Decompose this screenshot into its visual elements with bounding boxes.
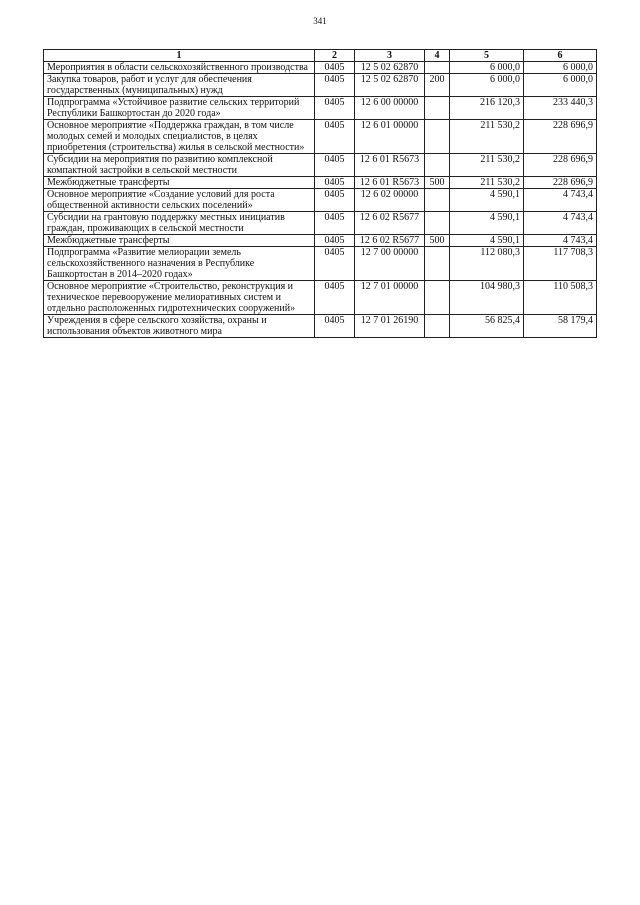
header-cell: 1 <box>44 50 315 62</box>
header-cell: 5 <box>450 50 524 62</box>
row-value-1: 6 000,0 <box>450 74 524 97</box>
row-name: Мероприятия в области сельскохозяйственного производства <box>44 62 315 74</box>
row-section: 0405 <box>315 189 355 212</box>
table-row <box>44 281 597 315</box>
row-type <box>425 212 450 235</box>
row-value-2: 4 743,4 <box>524 235 597 247</box>
table-row <box>44 62 597 74</box>
row-value-1: 56 825,4 <box>450 315 524 338</box>
row-name: Субсидии на грантовую поддержку местных инициатив граждан, проживающих в сельской местности <box>44 212 315 235</box>
row-name: Основное мероприятие «Строительство, реконструкция и техническое перевооружение мелиоративных систем и отдельно расположенных гидротехнических сооружений» <box>44 281 315 315</box>
row-section: 0405 <box>315 62 355 74</box>
table-row <box>44 154 597 177</box>
budget-table <box>43 49 597 338</box>
header-cell: 2 <box>315 50 355 62</box>
row-value-2: 228 696,9 <box>524 120 597 154</box>
row-name: Подпрограмма «Развитие мелиорации земель сельскохозяйственного назначения в Республике Башкортостан в 2014–2020 годах» <box>44 247 315 281</box>
row-name: Учреждения в сфере сельского хозяйства, охраны и использования объектов животного мира <box>44 315 315 338</box>
row-target: 12 7 01 00000 <box>355 281 425 315</box>
header-cell: 4 <box>425 50 450 62</box>
row-name: Основное мероприятие «Создание условий для роста общественной активности сельских поселений» <box>44 189 315 212</box>
row-section: 0405 <box>315 281 355 315</box>
table-row <box>44 120 597 154</box>
row-type <box>425 315 450 338</box>
table-row <box>44 315 597 338</box>
row-section: 0405 <box>315 154 355 177</box>
row-name: Субсидии на мероприятия по развитию комплексной компактной застройки в сельской местности <box>44 154 315 177</box>
table-row <box>44 212 597 235</box>
row-section: 0405 <box>315 247 355 281</box>
table-row <box>44 189 597 212</box>
row-type: 500 <box>425 177 450 189</box>
row-type <box>425 62 450 74</box>
row-type <box>425 247 450 281</box>
page-number: 341 <box>313 16 327 26</box>
row-target: 12 6 00 00000 <box>355 97 425 120</box>
row-target: 12 6 01 R5673 <box>355 177 425 189</box>
row-value-1: 211 530,2 <box>450 154 524 177</box>
row-target: 12 6 02 R5677 <box>355 235 425 247</box>
row-value-2: 228 696,9 <box>524 154 597 177</box>
row-name: Подпрограмма «Устойчивое развитие сельских территорий Республики Башкортостан до 2020 года» <box>44 97 315 120</box>
row-value-1: 211 530,2 <box>450 120 524 154</box>
row-value-1: 112 080,3 <box>450 247 524 281</box>
row-target: 12 6 01 R5673 <box>355 154 425 177</box>
header-cell: 3 <box>355 50 425 62</box>
table-row <box>44 97 597 120</box>
row-value-1: 104 980,3 <box>450 281 524 315</box>
row-section: 0405 <box>315 315 355 338</box>
row-target: 12 7 01 26190 <box>355 315 425 338</box>
row-value-1: 4 590,1 <box>450 235 524 247</box>
row-value-1: 6 000,0 <box>450 62 524 74</box>
row-value-2: 117 708,3 <box>524 247 597 281</box>
table-row <box>44 235 597 247</box>
row-type <box>425 281 450 315</box>
row-name: Межбюджетные трансферты <box>44 235 315 247</box>
row-type <box>425 97 450 120</box>
row-type <box>425 120 450 154</box>
row-value-2: 233 440,3 <box>524 97 597 120</box>
row-name: Закупка товаров, работ и услуг для обеспечения государственных (муниципальных) нужд <box>44 74 315 97</box>
row-section: 0405 <box>315 120 355 154</box>
table-row <box>44 74 597 97</box>
row-value-2: 58 179,4 <box>524 315 597 338</box>
row-target: 12 5 02 62870 <box>355 62 425 74</box>
row-value-2: 228 696,9 <box>524 177 597 189</box>
row-target: 12 6 01 00000 <box>355 120 425 154</box>
row-section: 0405 <box>315 235 355 247</box>
row-value-2: 4 743,4 <box>524 212 597 235</box>
table-row <box>44 247 597 281</box>
row-value-2: 4 743,4 <box>524 189 597 212</box>
row-section: 0405 <box>315 177 355 189</box>
row-section: 0405 <box>315 74 355 97</box>
row-value-2: 110 508,3 <box>524 281 597 315</box>
table-row <box>44 177 597 189</box>
row-type <box>425 154 450 177</box>
row-target: 12 6 02 00000 <box>355 189 425 212</box>
row-value-1: 4 590,1 <box>450 212 524 235</box>
row-value-2: 6 000,0 <box>524 62 597 74</box>
row-value-2: 6 000,0 <box>524 74 597 97</box>
row-value-1: 4 590,1 <box>450 189 524 212</box>
row-section: 0405 <box>315 97 355 120</box>
table-header-row <box>44 50 597 62</box>
row-name: Межбюджетные трансферты <box>44 177 315 189</box>
row-target: 12 5 02 62870 <box>355 74 425 97</box>
row-value-1: 216 120,3 <box>450 97 524 120</box>
header-cell: 6 <box>524 50 597 62</box>
row-type <box>425 189 450 212</box>
row-target: 12 6 02 R5677 <box>355 212 425 235</box>
row-name: Основное мероприятие «Поддержка граждан, в том числе молодых семей и молодых специалистов, в целях приобретения (строительства) жилья в сельской местности» <box>44 120 315 154</box>
row-type: 500 <box>425 235 450 247</box>
row-type: 200 <box>425 74 450 97</box>
row-value-1: 211 530,2 <box>450 177 524 189</box>
row-section: 0405 <box>315 212 355 235</box>
row-target: 12 7 00 00000 <box>355 247 425 281</box>
